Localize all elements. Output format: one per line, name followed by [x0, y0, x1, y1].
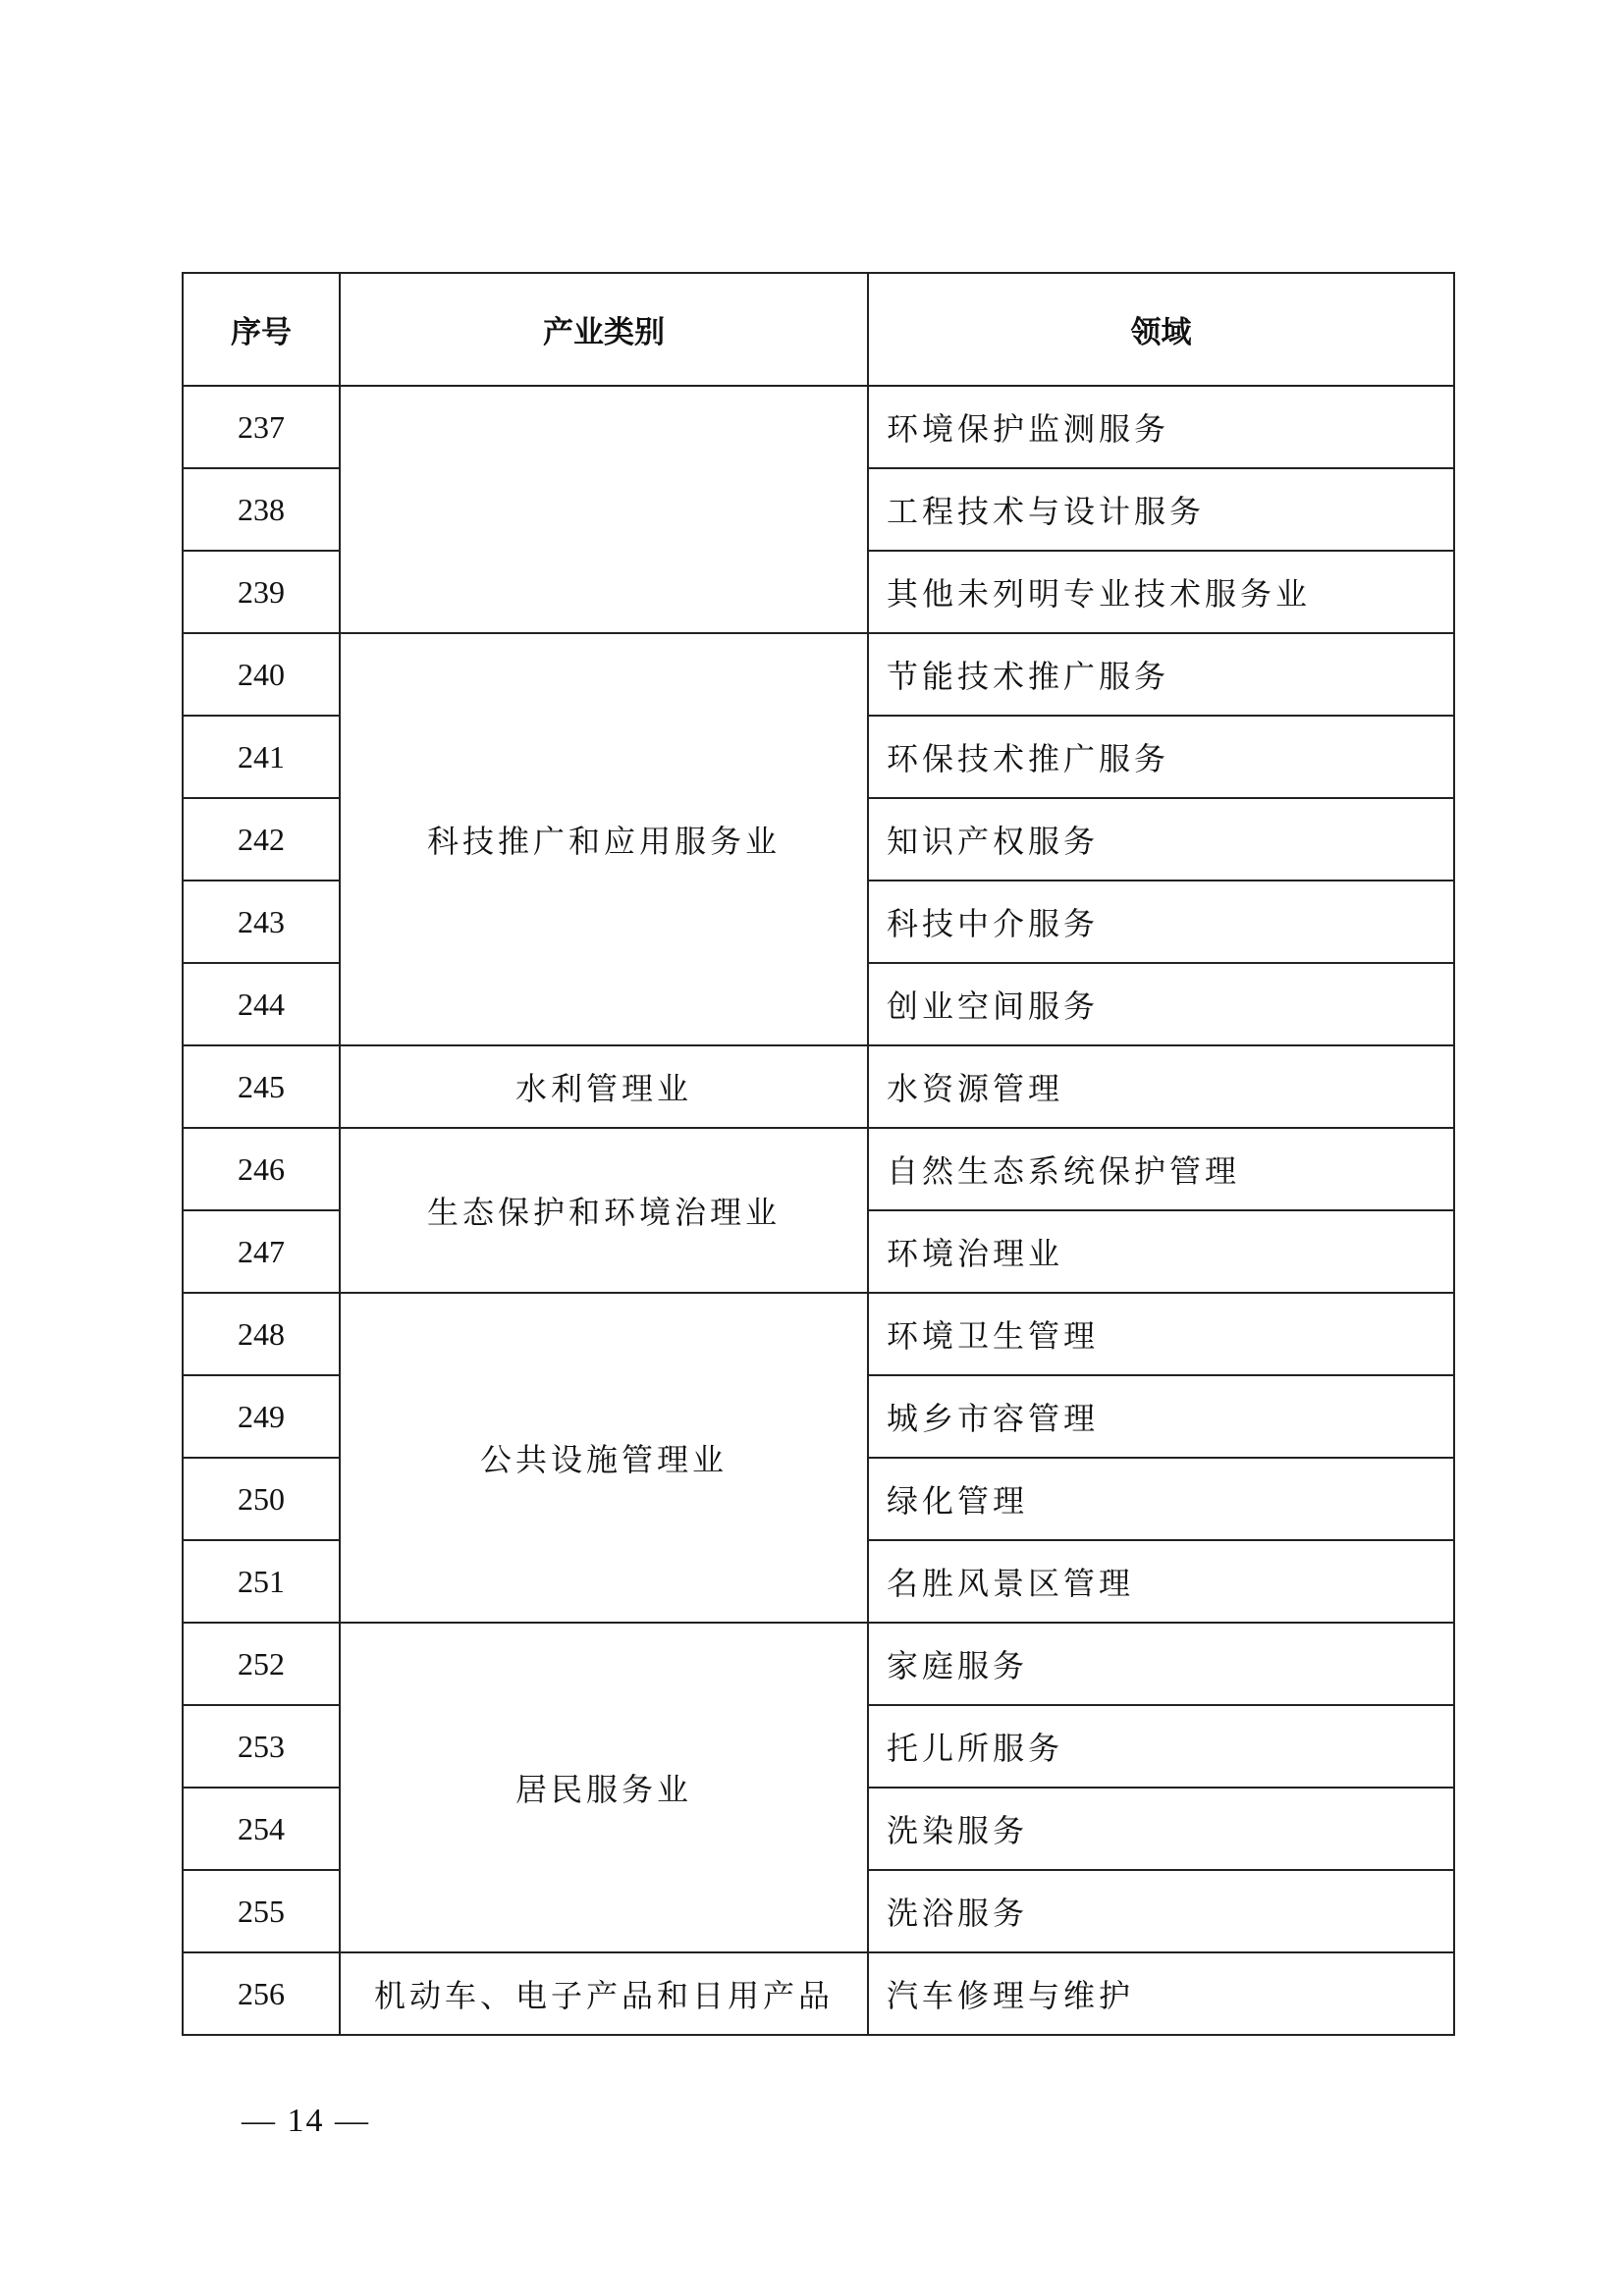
seq-cell: 254 — [183, 1788, 340, 1870]
page-number: — 14 — — [242, 2103, 370, 2139]
field-cell: 环保技术推广服务 — [868, 716, 1454, 798]
category-cell — [340, 386, 868, 633]
table-body — [183, 386, 1454, 2035]
field-cell: 创业空间服务 — [868, 963, 1454, 1045]
table-row — [183, 1952, 1454, 2035]
category-cell: 机动车、电子产品和日用产品 — [340, 1952, 868, 2035]
category-cell: 水利管理业 — [340, 1045, 868, 1128]
field-cell: 环境治理业 — [868, 1210, 1454, 1293]
field-cell: 家庭服务 — [868, 1623, 1454, 1705]
field-cell: 科技中介服务 — [868, 881, 1454, 963]
seq-cell: 243 — [183, 881, 340, 963]
field-cell: 洗染服务 — [868, 1788, 1454, 1870]
seq-cell: 248 — [183, 1293, 340, 1375]
field-cell: 知识产权服务 — [868, 798, 1454, 881]
field-cell: 其他未列明专业技术服务业 — [868, 551, 1454, 633]
seq-cell: 250 — [183, 1458, 340, 1540]
table-row — [183, 633, 1454, 716]
field-cell: 洗浴服务 — [868, 1870, 1454, 1952]
header-category: 产业类别 — [340, 273, 868, 386]
table-row — [183, 1623, 1454, 1705]
seq-cell: 249 — [183, 1375, 340, 1458]
table-row — [183, 1045, 1454, 1128]
seq-cell: 247 — [183, 1210, 340, 1293]
seq-cell: 251 — [183, 1540, 340, 1623]
header-field: 领域 — [868, 273, 1454, 386]
field-cell: 环境保护监测服务 — [868, 386, 1454, 468]
field-cell: 名胜风景区管理 — [868, 1540, 1454, 1623]
field-cell: 城乡市容管理 — [868, 1375, 1454, 1458]
seq-cell: 241 — [183, 716, 340, 798]
field-cell: 自然生态系统保护管理 — [868, 1128, 1454, 1210]
seq-cell: 240 — [183, 633, 340, 716]
field-cell: 环境卫生管理 — [868, 1293, 1454, 1375]
field-cell: 工程技术与设计服务 — [868, 468, 1454, 551]
header-seq: 序号 — [183, 273, 340, 386]
category-cell: 生态保护和环境治理业 — [340, 1128, 868, 1293]
seq-cell: 239 — [183, 551, 340, 633]
seq-cell: 253 — [183, 1705, 340, 1788]
seq-cell: 255 — [183, 1870, 340, 1952]
seq-cell: 242 — [183, 798, 340, 881]
table-row — [183, 386, 1454, 468]
category-cell: 居民服务业 — [340, 1623, 868, 1952]
seq-cell: 246 — [183, 1128, 340, 1210]
seq-cell: 238 — [183, 468, 340, 551]
seq-cell: 245 — [183, 1045, 340, 1128]
field-cell: 水资源管理 — [868, 1045, 1454, 1128]
field-cell: 节能技术推广服务 — [868, 633, 1454, 716]
table-row — [183, 1128, 1454, 1210]
seq-cell: 244 — [183, 963, 340, 1045]
field-cell: 汽车修理与维护 — [868, 1952, 1454, 2035]
industry-field-table — [182, 272, 1455, 2036]
table-row — [183, 1293, 1454, 1375]
field-cell: 绿化管理 — [868, 1458, 1454, 1540]
seq-cell: 252 — [183, 1623, 340, 1705]
table-header-row — [183, 273, 1454, 386]
category-cell: 科技推广和应用服务业 — [340, 633, 868, 1045]
seq-cell: 256 — [183, 1952, 340, 2035]
seq-cell: 237 — [183, 386, 340, 468]
category-cell: 公共设施管理业 — [340, 1293, 868, 1623]
field-cell: 托儿所服务 — [868, 1705, 1454, 1788]
